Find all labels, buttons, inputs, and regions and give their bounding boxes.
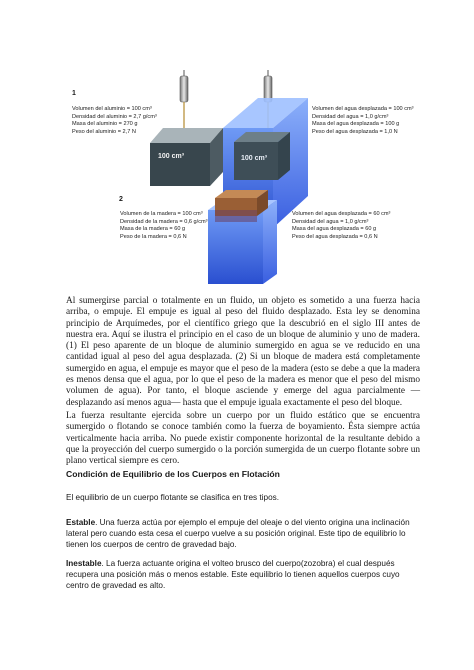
label-line: Volumen del aluminio = 100 cm³ xyxy=(72,106,152,112)
aluminum-labels xyxy=(72,106,157,136)
panel-number-2: 2 xyxy=(119,196,123,203)
stable-paragraph xyxy=(66,517,420,550)
archimedes-figure xyxy=(0,0,474,290)
displaced-water-labels-2 xyxy=(292,211,390,241)
paragraph-text: La fuerza resultante ejercida sobre un cuerpo por un fluido estático que se encuentra sumergido o flotando se conoce también como la fuerza de boyamiento. Ésta siempre actúa verticalmente hacia arriba. No puede existir componente horizontal de la resultante debido a que la proyección del cuerpo sumergido o la porción sumergida de un cuerpo flotante sobre un plano vertical siempre es cero. xyxy=(66,411,420,467)
intro-paragraph xyxy=(66,492,420,503)
label-line: Volumen del agua desplazada = 60 cm³ xyxy=(292,211,391,217)
paragraph-text: El equilibrio de un cuerpo flotante se clasifica en tres tipos. xyxy=(66,493,279,502)
section-heading xyxy=(66,469,420,480)
label-line: Densidad del agua = 1,0 g/cm³ xyxy=(312,113,389,120)
displaced-water-labels-1 xyxy=(312,106,414,136)
unstable-term: Inestable xyxy=(66,559,102,568)
label-line: Densidad del aluminio = 2,7 g/cm³ xyxy=(72,113,157,120)
wood-labels xyxy=(120,211,208,241)
archimedes-paragraph xyxy=(66,296,420,409)
aluminum-block xyxy=(150,128,223,186)
label-line: Densidad de la madera = 0,6 g/cm³ xyxy=(120,218,208,225)
panel-number-1: 1 xyxy=(72,90,76,97)
spring-scale-1 xyxy=(180,70,188,130)
label-line: Peso de la madera = 0,6 N xyxy=(120,233,187,240)
buoyancy-paragraph xyxy=(66,411,420,467)
section-heading-text: Condición de Equilibrio de los Cuerpos en Flotación xyxy=(66,469,280,479)
paragraph-text: Al sumergirse parcial o totalmente en un fluido, un objeto es sometido a una fuerza hacia arriba, o empuje. El empuje es igual al peso del fluido desplazado. Esta ley se denomina principio de Arquímedes, por el científico griego que la descubrió en el siglo III antes de nuestra era. Aquí se ilustra el principio en el caso de un bloque de aluminio y uno de madera. (1) El peso aparente de un bloque de aluminio sumergido en agua se ve reducido en una cantidad igual al peso del agua desplazada. (2) Si un bloque de madera está completamente sumergido en agua, el empuje es mayor que el peso de la madera (esto se debe a que la madera es menos densa que el agua, por lo que el peso de la madera es menor que el peso del mismo volumen de agua). Por tanto, el bloque asciende y emerge del agua parcialmente — desplazando así menos agua— hasta que el empuje iguala exactamente el peso del bloque. xyxy=(66,296,420,408)
unstable-text: . La fuerza actuante origina el volteo brusco del cuerpo(zozobra) el cual después recupera una posición más o menos estable. Este equilibrio lo tienen aquellos cuerpos cuyo centro de gravedad es alto. xyxy=(66,559,400,590)
label-line: Peso del aluminio = 2,7 N xyxy=(72,128,136,135)
archimedes-illustration xyxy=(0,0,474,290)
stable-text: . Una fuerza actúa por ejemplo el empuje del oleaje o del viento origina una inclinación lateral pero cuando esta cesa el cuerpo vuelve a su posición original. Este tipo de equilibrio lo tienen los cuerpos de centro de gravedad bajo. xyxy=(66,518,410,549)
label-line: Masa del agua desplazada = 100 g xyxy=(312,121,400,128)
aluminum-block-label: 100 cm³ xyxy=(158,153,185,160)
stable-term: Estable xyxy=(66,518,96,527)
label-line: Densidad del agua = 1,0 g/cm³ xyxy=(292,218,369,225)
label-line: Volumen del agua desplazada = 100 cm³ xyxy=(312,106,414,112)
label-line: Peso del agua desplazada = 0,6 N xyxy=(292,233,378,240)
unstable-paragraph xyxy=(66,558,420,591)
submerged-block-label: 100 cm³ xyxy=(241,155,268,162)
label-line: Masa del aluminio = 270 g xyxy=(72,121,138,128)
label-line: Volumen de la madera = 100 cm³ xyxy=(120,211,203,217)
label-line: Masa del agua desplazada = 60 g xyxy=(292,226,377,233)
label-line: Masa de la madera = 60 g xyxy=(120,226,186,233)
label-line: Peso del agua desplazada = 1,0 N xyxy=(312,128,398,135)
